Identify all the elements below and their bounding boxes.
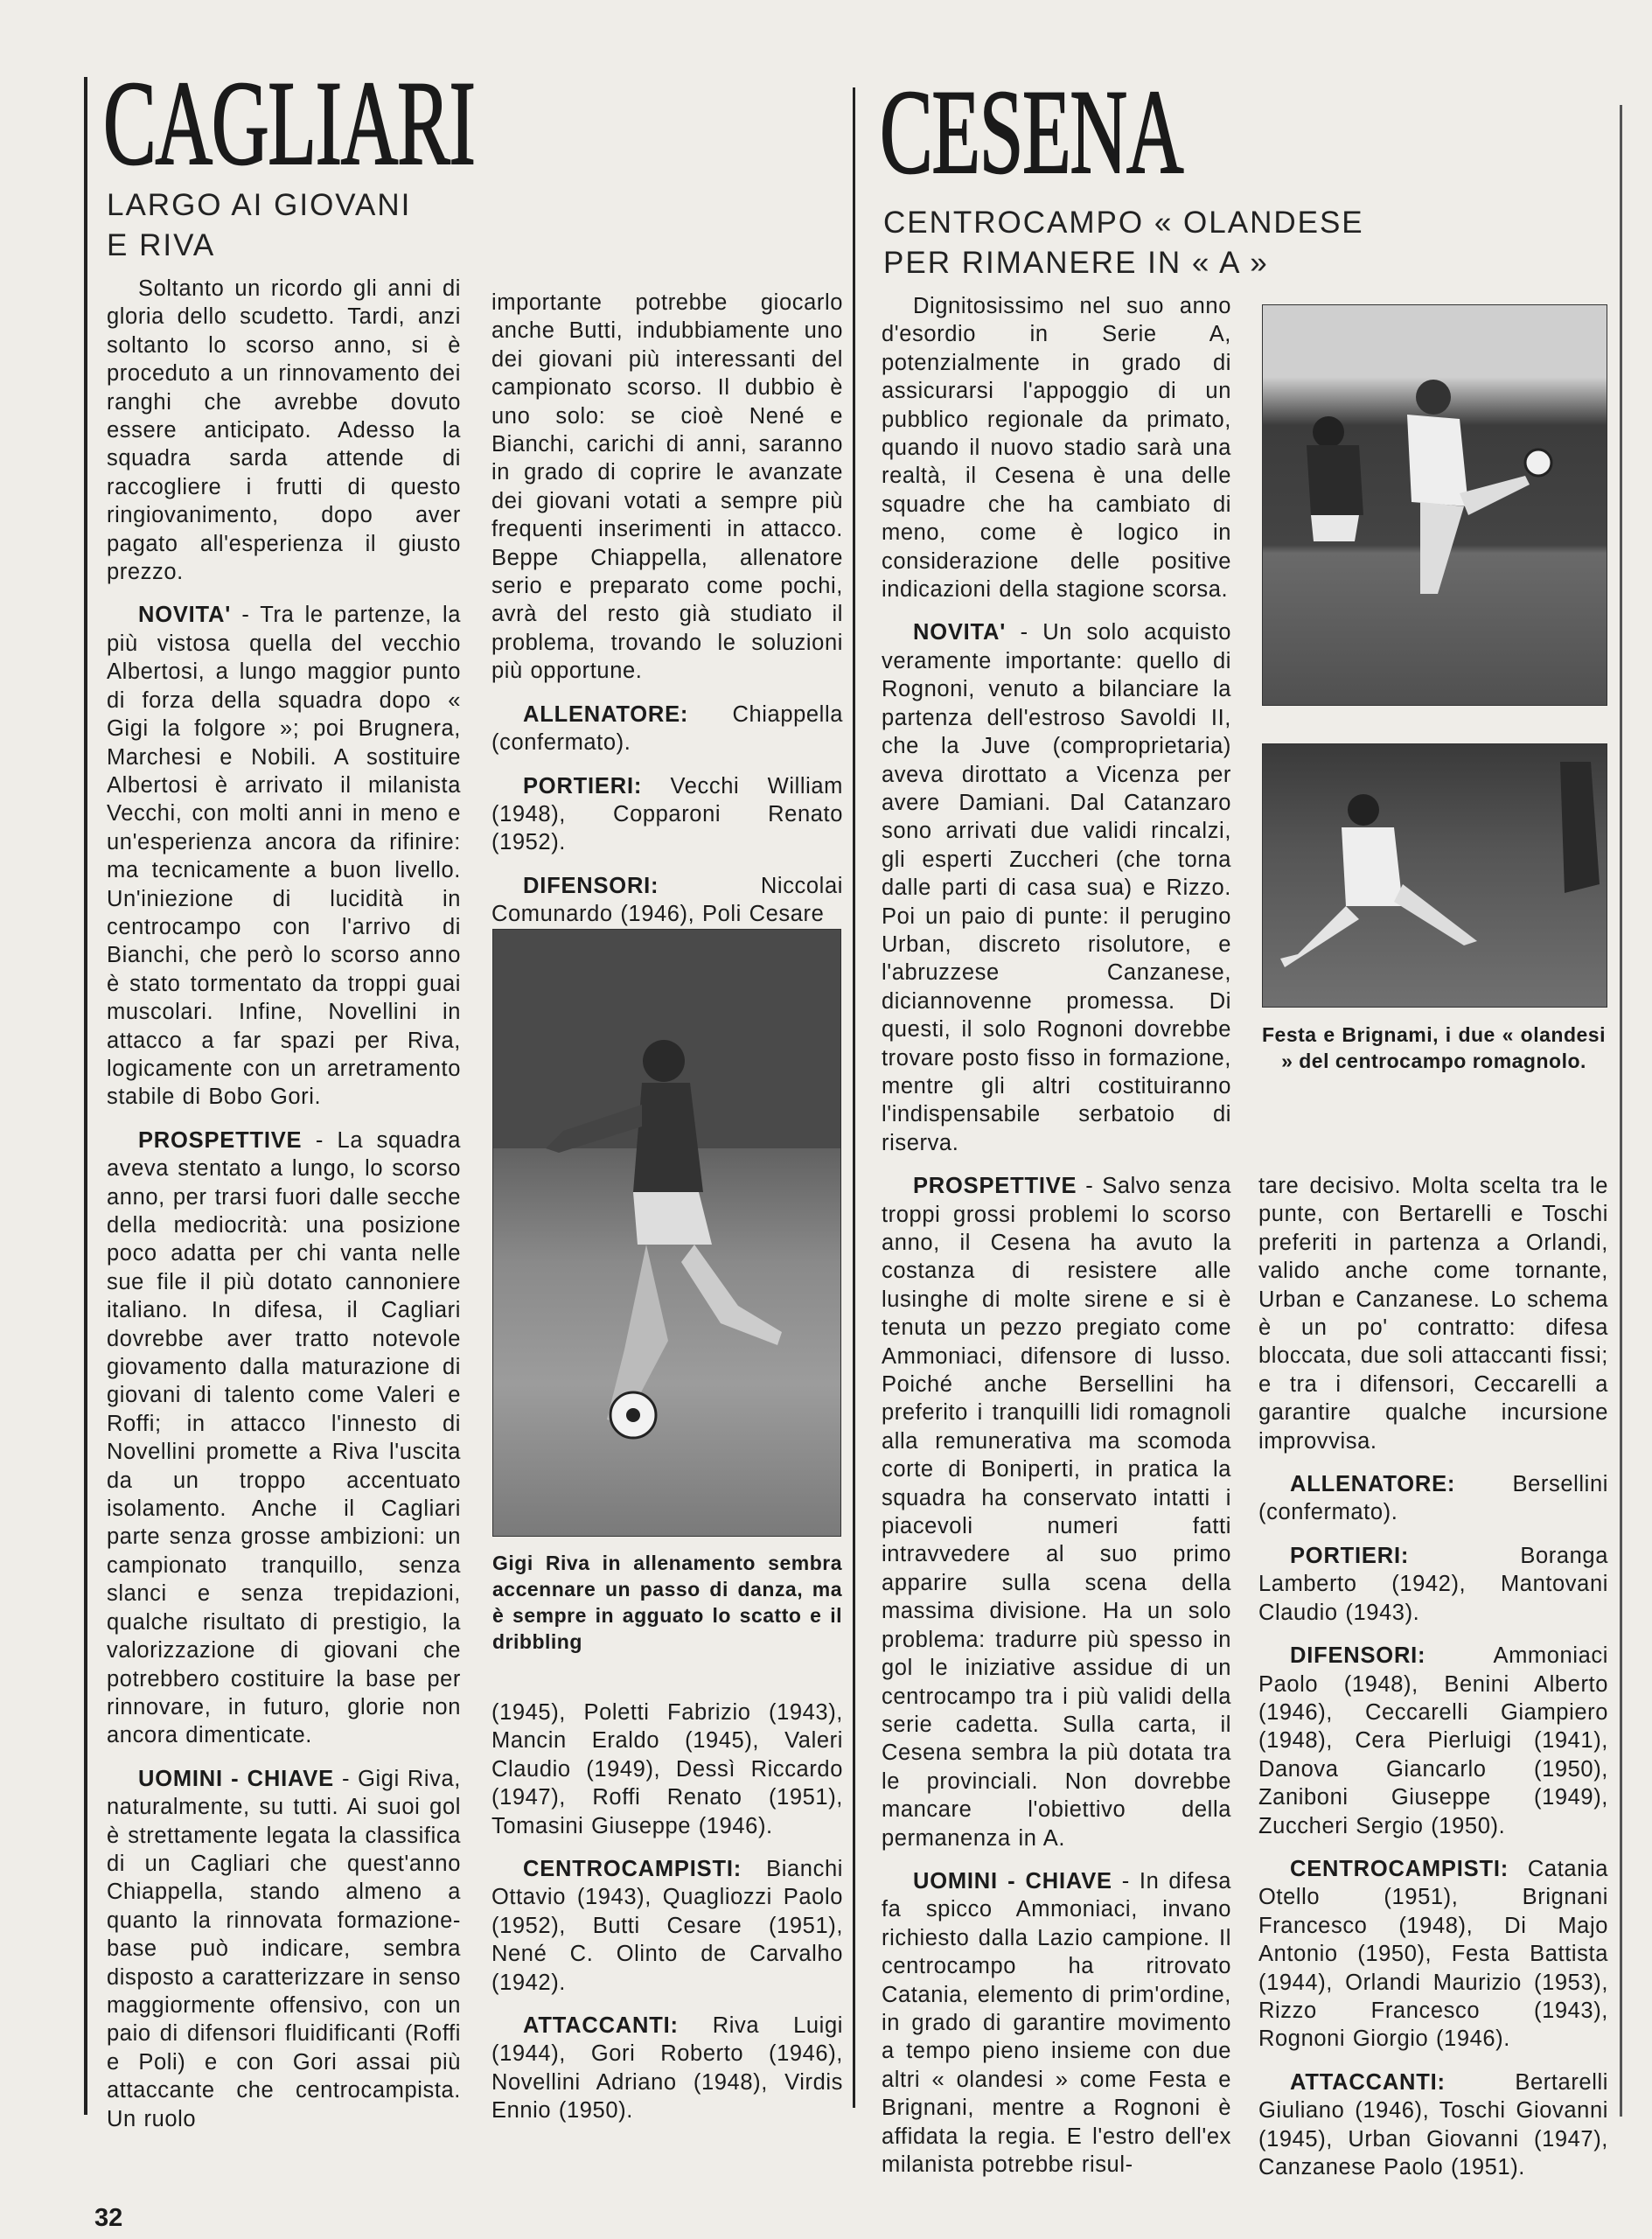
roster-allenatore: ALLENATORE: Chiappella (confermato). xyxy=(491,701,843,756)
roster-portieri: PORTIERI: Vecchi William (1948), Copparoni Renato (1952). xyxy=(491,773,843,855)
left-border-rule xyxy=(84,77,87,2115)
paragraph-novita: NOVITA' - Tra le partenze, la più vistosa quella del vecchio Albertosi, a lungo maggior punto di forza della squadra dopo « Gigi la folgore »; poi Brugnera, Marchesi e Nobili. A sostituire Albertosi è arrivato il milanista Vecchi, con molti anni in meno e un'esperienza ancora da rifinire: ma tecnicamente a buon livello. Un'iniezione di lucidità in centrocampo con l'arrivo di Bianchi, che però lo scorso anno è stato tormentato da troppi guai muscolari. Infine, Novellini in attacco a far spazi per Riva, logicamente con un arretramento stabile di Bobo Gori. xyxy=(107,603,461,1110)
players-silhouette-icon xyxy=(1263,305,1607,705)
riva-training-photo xyxy=(492,929,841,1537)
roster-difensori: DIFENSORI: Niccolai Comunardo (1946), Poli Cesare xyxy=(491,873,843,927)
roster-attaccanti: ATTACCANTI: Bertarelli Giuliano (1946), Toschi Giovanni (1945), Urban Giovanni (1947), Canzanese Paolo (1951). xyxy=(1258,2069,1608,2180)
roster-attaccanti: ATTACCANTI: Riva Luigi (1944), Gori Roberto (1946), Novellini Adriano (1948), Virdis Ennio (1950). xyxy=(491,2013,843,2124)
paragraph-uomini-chiave: UOMINI - CHIAVE - Gigi Riva, naturalmente, su tutti. Ai suoi gol è strettamente legata la classifica di un Cagliari che quest'anno Chiappella, stando almeno a quanto la rinnovata formazione-base può indicare, sembra disposto a caratterizzare in senso maggiormente offensivo, con un paio di difensori fluidificanti (Roffi e Poli) e con Gori assai più attaccante che centrocampista. Un ruolo xyxy=(107,1766,461,2131)
paragraph-novita: NOVITA' - Un solo acquisto veramente importante: quello di Rognoni, venuto a bilanciare la partenza dell'estroso Savoldi II, che la Juve (comproprietaria) aveva dirottato a Vicenza per avere Damiani. Dal Catanzaro sono arrivati due validi rincalzi, gli esperti Zuccheri (che torna dalle parti di casa sua) e Rizzo. Poi un paio di punte: il perugino Urban, discreto risolutore, e l'abruzzese Canzanese, diciannovenne promessa. Di questi, il solo Rognoni dovrebbe trovare posto fisso in formazione, mentre gli altri costituiranno l'indispensabile serbatoio di riserva. xyxy=(882,620,1231,1155)
cesena-photo-caption: Festa e Brignami, i due « olandesi » del centrocampo romagnolo. xyxy=(1262,1023,1606,1072)
paragraph-uomini-chiave: UOMINI - CHIAVE - In difesa fa spicco Ammoniaci, invano richiesto dalla Lazio campione. Il centrocampo ha ritrovato Catania, elemento di prim'ordine, in grado di garantire movimento a tempo pieno insieme con due altri « olandesi » come Festa e Brignani, mentre a Rognoni è affidata la regia. E l'estro dell'ex milanista potrebbe risul- xyxy=(882,1868,1231,2177)
roster-allenatore: ALLENATORE: Bersellini (confermato). xyxy=(1258,1472,1608,1525)
player-silhouette-icon xyxy=(493,930,840,1536)
cesena-column-2 xyxy=(1258,1172,1608,2196)
subtitle-line: PER RIMANERE IN « A » xyxy=(883,246,1269,280)
paragraph-continuation: tare decisivo. Molta scelta tra le punte, con Bertarelli e Toschi preferiti in partenza a Orlandi, valido anche come tornante, Urban e Canzanese. Lo schema è un po' contratto: difesa bloccata, due soli attaccanti fissi; e tra i difensori, Ceccarelli a garantire qualche incursione improvvisa. xyxy=(1258,1174,1608,1454)
cesena-column-1 xyxy=(882,292,1231,2194)
cagliari-title: CAGLIARI xyxy=(103,56,475,190)
cesena-match-photo-2 xyxy=(1262,743,1607,1008)
cagliari-column-1 xyxy=(107,275,461,2148)
right-border-rule xyxy=(1620,105,1622,2117)
subtitle-line: LARGO AI GIOVANI xyxy=(107,188,412,222)
riva-photo-caption: Gigi Riva in allenamento sembra accennare un passo di danza, ma è sempre in agguato lo scatto e il dribbling xyxy=(492,1552,842,1653)
roster-centrocampisti: CENTROCAMPISTI: Catania Otello (1951), Brignani Francesco (1948), Di Majo Antonio (1950), Festa Battista (1944), Orlandi Maurizio (1953), Rizzo Francesco (1943), Rognoni Giorgio (1946). xyxy=(1258,1856,1608,2052)
paragraph-intro: Dignitosissimo nel suo anno d'esordio in Serie A, potenzialmente in grado di assicurarsi l'appoggio di un pubblico regionale da primato, quando il nuovo stadio sarà una realtà, il Cesena è una delle squadre che ha cambiato di meno, come è logico in considerazione delle positive indicazioni della stagione scorsa. xyxy=(882,294,1231,603)
paragraph-prospettive: PROSPETTIVE - Salvo senza troppi grossi problemi lo scorso anno, il Cesena ha avuto la costanza di resistere alle lusinghe di molte sirene e si è tenuta un pezzo pregiato come Ammoniaci, difensore di lusso. Poiché anche Bersellini ha preferito i tranquilli lidi romagnoli alla remunerativa ma scomoda corte di Boniperti, in pratica la squadra ha conservato intatti i piacevoli numeri fatti intravvedere al suo primo apparire sulla scena della massima divisione. Ha un solo problema: tradurre più spesso in gol le iniziative assidue di un centrocampo tra i più validi della serie cadetta. Sulla carta, il Cesena sembra la più dotata tra le provinciali. Non dovrebbe mancare l'obiettivo della permanenza in A. xyxy=(882,1174,1231,1851)
cesena-title: CESENA xyxy=(880,65,1183,199)
cesena-match-photo-1 xyxy=(1262,304,1607,706)
roster-portieri: PORTIERI: Boranga Lamberto (1942), Mantovani Claudio (1943). xyxy=(1258,1543,1608,1625)
cagliari-column-2-top xyxy=(491,289,843,944)
paragraph-continuation: importante potrebbe giocarlo anche Butti, indubbiamente uno dei giovani più interessanti del campionato scorso. Il dubbio è uno solo: se cioè Nené e Bianchi, carichi di anni, saranno in grado di coprire le avanzate dei giovani votati a sempre più frequenti inserimenti in attacco. Beppe Chiappella, allenatore serio e preparato come pochi, avrà del resto già studiato il problema, trovando le soluzioni più opportune. xyxy=(491,290,843,684)
subtitle-line: E RIVA xyxy=(107,228,216,262)
center-divider-rule xyxy=(853,87,855,2108)
page-number: 32 xyxy=(94,2204,123,2232)
player-sliding-silhouette-icon xyxy=(1263,744,1607,1007)
paragraph-intro: Soltanto un ricordo gli anni di gloria dello scudetto. Tardi, anzi soltanto lo scorso anno, si è proceduto a un rinnovamento dei ranghi che avrebbe dovuto essere anticipato. Adesso la squadra sarda attende di raccogliere i frutti di questo ringiovanimento, dopo aver pagato all'esperienza il giusto prezzo. xyxy=(107,276,461,585)
subtitle-line: CENTROCAMPO « OLANDESE xyxy=(883,206,1364,240)
roster-difensori-continued: (1945), Poletti Fabrizio (1943), Mancin Eraldo (1945), Valeri Claudio (1949), Dessì Riccardo (1947), Roffi Renato (1951), Tomasini Giuseppe (1946). xyxy=(491,1700,843,1838)
cesena-subtitle xyxy=(883,203,1364,283)
roster-centrocampisti: CENTROCAMPISTI: Bianchi Ottavio (1943), Quagliozzi Paolo (1952), Butti Cesare (1951), Nené C. Olinto de Carvalho (1942). xyxy=(491,1857,843,1995)
roster-difensori: DIFENSORI: Ammoniaci Paolo (1948), Benini Alberto (1946), Ceccarelli Giampiero (1948), Cera Pierluigi (1941), Danova Giancarlo (1950), Zaniboni Giuseppe (1949), Zuccheri Sergio (1950). xyxy=(1258,1643,1608,1838)
cagliari-column-2-bottom xyxy=(491,1698,843,2140)
paragraph-prospettive: PROSPETTIVE - La squadra aveva stentato a lungo, lo scorso anno, per trarsi fuori dalle secche della mediocrità: una posizione poco adatta per chi vanta nelle sue file il più dotato cannoniere italiano. In difesa, il Cagliari dovrebbe aver tratto notevole giovamento dalla maturazione di giovani di talento come Valeri e Roffi; in attacco l'innesto di Novellini promette a Riva l'uscita da un troppo accentuato isolamento. Anche il Cagliari parte senza grosse ambizioni: un campionato tranquillo, senza slanci e senza trepidazioni, qualche risultato di prestigio, la valorizzazione di giovani che potrebbero costituire la base per rinnovare, in futuro, glorie non ancora dimenticate. xyxy=(107,1127,461,1748)
cagliari-subtitle xyxy=(107,185,411,266)
